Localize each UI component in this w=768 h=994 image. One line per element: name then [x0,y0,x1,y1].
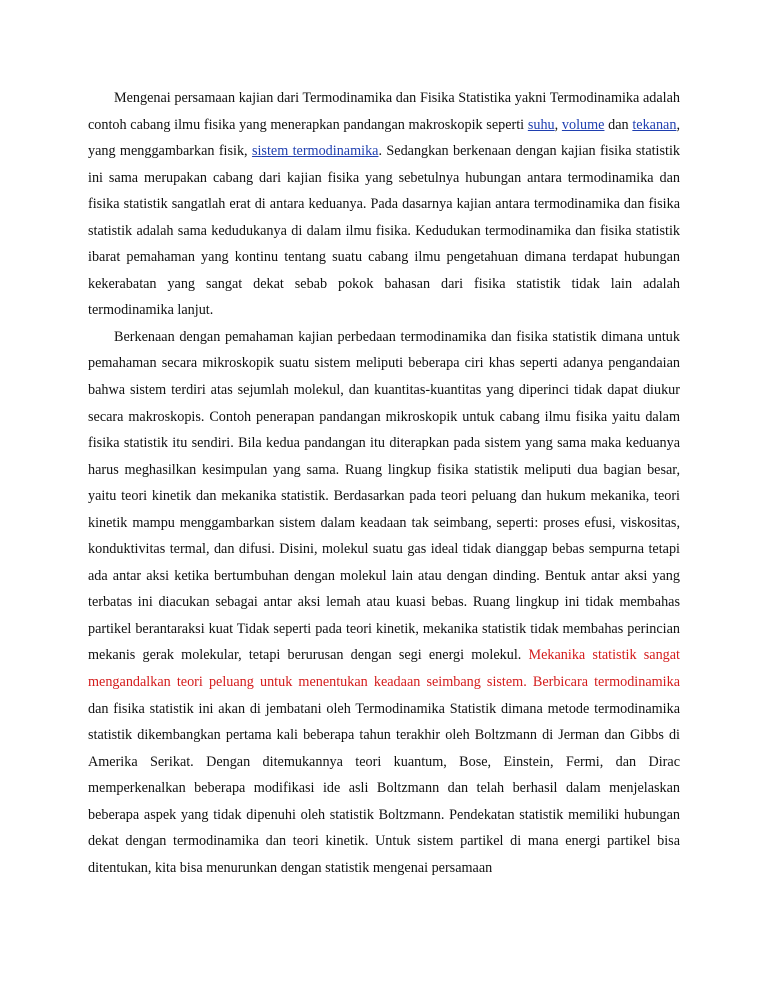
paragraph-1-text-1: Mengenai persamaan kajian dari Termodinamika dan Fisika Statistika yakni Termodinamika adalah contoh cabang ilmu fisika yang menerapkan pandangan makroskopik seperti [88,90,680,133]
paragraph-2 [88,324,680,881]
link-sistem-termodinamika[interactable]: sistem termodinamika [251,143,379,160]
link-volume[interactable]: volume [561,116,605,133]
link-tekanan[interactable]: tekanan [632,116,677,133]
paragraph-1-text-5: . Sedangkan berkenaan dengan kajian fisika statistik ini sama merupakan cabang dari kajian fisika yang sebetulnya hubungan antara termodinamika dan fisika statistik sangatlah erat di antara keduanya. Pada dasarnya kajian antara termodinamika dan fisika statistik adalah sama kedudukanya di dalam ilmu fisika. Kedudukan termodinamika dan fisika statistik ibarat pemahaman yang kontinu tentang suatu cabang ilmu pengetahuan dimana terdapat hubungan kekerabatan yang sangat dekat sebab pokok bahasan dari fisika statistik tidak lain adalah termodinamika lanjut. [88,143,680,319]
paragraph-1-text-4: , yang menggambarkan fisik, [88,116,680,160]
link-suhu[interactable]: suhu [527,116,555,133]
paragraph-2-text-2: dan fisika statistik ini akan di jembatani oleh Termodinamika Statistik dimana metode termodinamika statistik dikembangkan pertama kali beberapa tahun terakhir oleh Boltzmann di Jerman dan Gibbs di Amerika Serikat. Dengan ditemukannya teori kuantum, Bose, Einstein, Fermi, dan Dirac memperkenalkan beberapa modifikasi ide asli Boltzmann dan telah berhasil dalam menjelaskan beberapa aspek yang tidak dipenuhi oleh statistik Boltzmann. Pendekatan statistik memiliki hubungan dekat dengan termodinamika dan teori kinetik. Untuk sistem partikel di mana energi partikel bisa ditentukan, kita bisa menurunkan dengan statistik mengenai persamaan [88,700,680,876]
paragraph-1-text-3: dan [604,116,633,133]
paragraph-1 [88,85,680,324]
highlighted-red-text: Mekanika statistik sangat mengandalkan teori peluang untuk menentukan keadaan seimbang sistem. Berbicara termodinamika [88,647,680,691]
paragraph-1-text-2: , [554,116,562,133]
paragraph-2-text-1: Berkenaan dengan pemahaman kajian perbedaan termodinamika dan fisika statistik dimana untuk pemahaman secara mikroskopik suatu sistem meliputi beberapa ciri khas seperti adanya pengandaian bahwa sistem terdiri atas sejumlah molekul, dan kuantitas-kuantitas yang diperinci tidak dapat diukur secara makroskopis. Contoh penerapan pandangan mikroskopik untuk cabang ilmu fisika yaitu dalam fisika statistik itu sendiri. Bila kedua pandangan itu diterapkan pada sistem yang sama maka keduanya harus meghasilkan kesimpulan yang sama. Ruang lingkup fisika statistik meliputi dua bagian besar, yaitu teori kinetik dan mekanika statistik. Berdasarkan pada teori peluang dan hukum mekanika, teori kinetik mampu menggambarkan sistem dalam keadaan tak seimbang, seperti: proses efusi, viskositas, konduktivitas termal, dan difusi. Disini, molekul suatu gas ideal tidak dianggap bebas sempurna tetapi ada antar aksi ketika bertumbuhan dengan molekul lain atau dengan dinding. Bentuk antar aksi yang terbatas ini diacukan sebagai antar aksi lemah atau kuasi bebas. Ruang lingkup ini tidak membahas partikel berantaraksi kuat Tidak seperti pada teori kinetik, mekanika statistik tidak membahas perincian mekanis gerak molekular, tetapi berurusan dengan segi energi molekul. [88,328,680,664]
